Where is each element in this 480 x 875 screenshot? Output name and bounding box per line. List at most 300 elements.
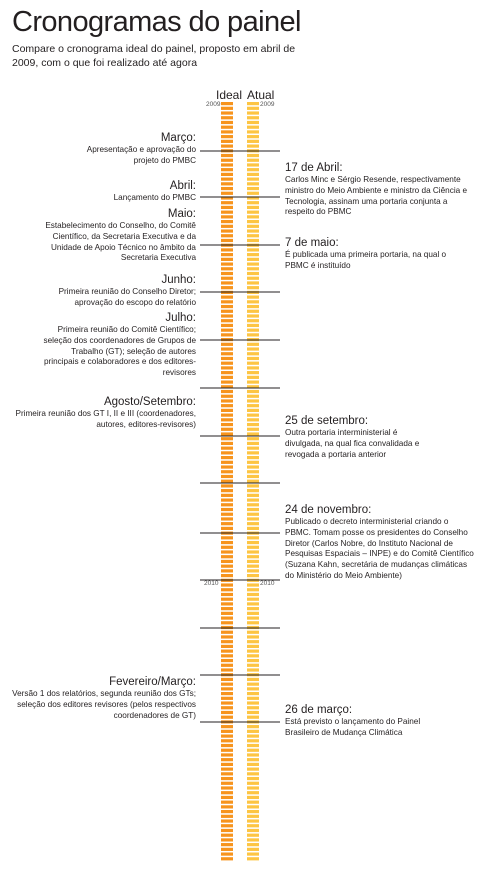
ideal-bar-segment <box>221 697 233 700</box>
ideal-bar-segment <box>221 168 233 171</box>
ideal-bar-segment <box>221 550 233 553</box>
ideal-bar-segment <box>221 258 233 261</box>
ideal-entry-april <box>0 179 196 204</box>
actual-bar-segment <box>247 834 259 837</box>
ideal-bar-segment <box>221 565 233 568</box>
ideal-bar-segment <box>221 272 233 275</box>
ideal-bar-segment <box>221 461 233 464</box>
actual-bar-segment <box>247 239 259 242</box>
actual-bar-segment <box>247 852 259 855</box>
page-title: Cronogramas do painel <box>12 6 301 38</box>
actual-bar-segment <box>247 565 259 568</box>
actual-bar-segment <box>247 546 259 549</box>
actual-bar-segment <box>247 475 259 478</box>
ideal-bar-segment <box>221 121 233 124</box>
ideal-entry-heading: Junho: <box>161 274 196 286</box>
ideal-bar-segment <box>221 857 233 860</box>
ideal-bar-segment <box>221 791 233 794</box>
ideal-bar-segment <box>221 749 233 752</box>
ideal-bar-segment <box>221 805 233 808</box>
actual-bar-segment <box>247 206 259 209</box>
ideal-bar-segment <box>221 834 233 837</box>
ideal-bar-segment <box>221 664 233 667</box>
ideal-bar-segment <box>221 437 233 440</box>
ideal-bar-segment <box>221 645 233 648</box>
ideal-bar-segment <box>221 319 233 322</box>
actual-bar-segment <box>247 650 259 653</box>
actual-bar-segment <box>247 272 259 275</box>
ideal-bar-segment <box>221 687 233 690</box>
ideal-bar-segment <box>221 650 233 653</box>
ideal-bar-segment <box>221 447 233 450</box>
actual-column-header: Atual <box>247 88 275 102</box>
ideal-bar-segment <box>221 711 233 714</box>
ideal-bar-segment <box>221 819 233 822</box>
ideal-bar-segment <box>221 598 233 601</box>
ideal-bar-segment <box>221 475 233 478</box>
ideal-bar-segment <box>221 423 233 426</box>
actual-entry-heading: 26 de março: <box>285 704 353 716</box>
actual-bar-segment <box>247 503 259 506</box>
actual-bar-segment <box>247 664 259 667</box>
actual-bar-segment <box>247 569 259 572</box>
ideal-bar-segment <box>221 107 233 110</box>
ideal-bar-segment <box>221 126 233 129</box>
ideal-bar-segment <box>221 782 233 785</box>
actual-bar-segment <box>247 310 259 313</box>
ideal-year-start-label: 2009 <box>206 101 221 108</box>
ideal-bar-segment <box>221 848 233 851</box>
actual-bar-segment <box>247 432 259 435</box>
ideal-bar-segment <box>221 560 233 563</box>
ideal-bar-segment <box>221 612 233 615</box>
ideal-entry-aug-sep <box>0 395 196 431</box>
actual-bar-segment <box>247 654 259 657</box>
actual-bar-segment <box>247 451 259 454</box>
ideal-bar-segment <box>221 574 233 577</box>
actual-bar-segment <box>247 182 259 185</box>
actual-bar-segment <box>247 376 259 379</box>
actual-bar-segment <box>247 701 259 704</box>
actual-entry-heading: 7 de maio: <box>285 237 339 249</box>
ideal-bar-segment <box>221 484 233 487</box>
actual-bar-segment <box>247 659 259 662</box>
actual-bar-segment <box>247 248 259 251</box>
actual-bar-segment <box>247 456 259 459</box>
ideal-column-header: Ideal <box>216 88 243 102</box>
ideal-bar-segment <box>221 310 233 313</box>
ideal-bar-segment <box>221 234 233 237</box>
actual-bar-segment <box>247 692 259 695</box>
ideal-bar-segment <box>221 442 233 445</box>
ideal-bar-segment <box>221 777 233 780</box>
ideal-bar-segment <box>221 739 233 742</box>
actual-bar-segment <box>247 786 259 789</box>
ideal-bar-segment <box>221 144 233 147</box>
actual-bar-segment <box>247 541 259 544</box>
actual-entry-heading: 25 de setembro: <box>285 415 369 427</box>
ideal-bar-segment <box>221 763 233 766</box>
ideal-bar-segment <box>221 135 233 138</box>
ideal-bar-segment <box>221 418 233 421</box>
ideal-bar-segment <box>221 668 233 671</box>
actual-bar-segment <box>247 215 259 218</box>
ideal-bar-segment <box>221 503 233 506</box>
ideal-bar-segment <box>221 362 233 365</box>
actual-bar-segment <box>247 489 259 492</box>
ideal-bar-segment <box>221 409 233 412</box>
ideal-bar-segment <box>221 546 233 549</box>
actual-bar-segment <box>247 380 259 383</box>
actual-bar-segment <box>247 612 259 615</box>
actual-bar-segment <box>247 683 259 686</box>
ideal-bar-segment <box>221 366 233 369</box>
ideal-bar-segment <box>221 333 233 336</box>
ideal-bar-segment <box>221 465 233 468</box>
actual-bar-segment <box>247 423 259 426</box>
actual-bar-segment <box>247 130 259 133</box>
ideal-bar-segment <box>221 607 233 610</box>
actual-bar-segment <box>247 300 259 303</box>
ideal-bar-segment <box>221 786 233 789</box>
actual-bar-segment <box>247 173 259 176</box>
ideal-bar-segment <box>221 470 233 473</box>
actual-bar-segment <box>247 404 259 407</box>
actual-bar-segment <box>247 267 259 270</box>
actual-bar-segment <box>247 159 259 162</box>
ideal-bar-segment <box>221 843 233 846</box>
actual-bar-segment <box>247 838 259 841</box>
actual-bar-segment <box>247 593 259 596</box>
ideal-bar-segment <box>221 395 233 398</box>
ideal-entry-july <box>0 311 196 379</box>
actual-bar-segment <box>247 362 259 365</box>
ideal-bar-segment <box>221 404 233 407</box>
actual-bar-segment <box>247 645 259 648</box>
ideal-bar-segment <box>221 300 233 303</box>
actual-bar-segment <box>247 357 259 360</box>
actual-bar-segment <box>247 522 259 525</box>
actual-entry-mar-26 <box>285 703 475 739</box>
actual-bar-segment <box>247 390 259 393</box>
actual-bar-segment <box>247 343 259 346</box>
ideal-bar-segment <box>221 541 233 544</box>
actual-bar-segment <box>247 621 259 624</box>
ideal-bar-segment <box>221 380 233 383</box>
ideal-bar-segment <box>221 154 233 157</box>
actual-bar-segment <box>247 352 259 355</box>
ideal-bar-segment <box>221 824 233 827</box>
ideal-bar-segment <box>221 555 233 558</box>
actual-bar-segment <box>247 829 259 832</box>
ideal-bar-segment <box>221 692 233 695</box>
ideal-bar-segment <box>221 772 233 775</box>
actual-bar-segment <box>247 772 259 775</box>
ideal-bar-segment <box>221 281 233 284</box>
ideal-bar-segment <box>221 838 233 841</box>
actual-bar-segment <box>247 319 259 322</box>
actual-entry-sep-25 <box>285 414 475 460</box>
actual-bar-segment <box>247 560 259 563</box>
actual-bar-segment <box>247 296 259 299</box>
actual-bar-segment <box>247 211 259 214</box>
ideal-entry-heading: Abril: <box>169 180 196 192</box>
ideal-bar-segment <box>221 683 233 686</box>
ideal-bar-segment <box>221 277 233 280</box>
actual-bar-segment <box>247 843 259 846</box>
ideal-bar-segment <box>221 324 233 327</box>
ideal-bar-segment <box>221 494 233 497</box>
actual-bar-segment <box>247 768 259 771</box>
ideal-bar-segment <box>221 116 233 119</box>
actual-bar-segment <box>247 494 259 497</box>
actual-bar-segment <box>247 602 259 605</box>
ideal-bar-segment <box>221 513 233 516</box>
ideal-bar-segment <box>221 527 233 530</box>
ideal-entry-heading: Agosto/Setembro: <box>103 396 196 408</box>
ideal-entry-heading: Março: <box>160 132 196 144</box>
actual-bar-segment <box>247 470 259 473</box>
ideal-bar-segment <box>221 206 233 209</box>
ideal-bar-segment <box>221 734 233 737</box>
actual-bar-segment <box>247 480 259 483</box>
ideal-bar-segment <box>221 569 233 572</box>
actual-bar-segment <box>247 734 259 737</box>
ideal-bar-segment <box>221 163 233 166</box>
ideal-bar-segment <box>221 701 233 704</box>
ideal-bar-segment <box>221 220 233 223</box>
actual-bar-segment <box>247 371 259 374</box>
actual-bar-segment <box>247 258 259 261</box>
ideal-bar-segment <box>221 640 233 643</box>
ideal-bar-segment <box>221 173 233 176</box>
actual-bar-segment <box>247 178 259 181</box>
actual-bar-segment <box>247 324 259 327</box>
ideal-bar-segment <box>221 498 233 501</box>
ideal-bar-segment <box>221 262 233 265</box>
actual-entry-description: Carlos Minc e Sérgio Resende, respectivamente ministro do Meio Ambiente e ministro da Ciência e Tecnologia, assinam uma portaria conjunta a respeito do PBMC <box>285 175 468 217</box>
ideal-bar-segment <box>221 248 233 251</box>
ideal-bar-segment <box>221 225 233 228</box>
actual-bar-segment <box>247 753 259 756</box>
ideal-bar-segment <box>221 111 233 114</box>
actual-bar-segment <box>247 281 259 284</box>
ideal-bar-segment <box>221 305 233 308</box>
actual-bar-segment <box>247 305 259 308</box>
actual-bar-segment <box>247 168 259 171</box>
actual-bar-segment <box>247 262 259 265</box>
ideal-entry-may <box>0 207 196 264</box>
actual-bar-segment <box>247 687 259 690</box>
ideal-bar-segment <box>221 480 233 483</box>
ideal-entry-description: Primeira reunião do Comitê Científico; seleção dos coordenadores de Grupos de Trabalho (GT); seleção de autores principais e colaboradores e dos editores-revisores <box>43 325 196 378</box>
actual-entry-description: Publicado o decreto interministerial criando o PBMC. Tomam posse os presidentes do Conselho Diretor (Carlos Nobre, do Instituto Nacional de Pesquisas Espaciais – INPE) e do Comitê Científico (Suzana Kahn, secretária de mudanças climáticas do Ministério do Meio Ambiente) <box>285 517 474 580</box>
actual-bar-segment <box>247 711 259 714</box>
actual-bar-segment <box>247 513 259 516</box>
actual-bar-segment <box>247 102 259 105</box>
ideal-bar-segment <box>221 815 233 818</box>
actual-bar-segment <box>247 234 259 237</box>
ideal-bar-segment <box>221 343 233 346</box>
ideal-bar-segment <box>221 852 233 855</box>
ideal-bar-segment <box>221 588 233 591</box>
actual-bar-segment <box>247 824 259 827</box>
ideal-bar-segment <box>221 522 233 525</box>
ideal-bar-segment <box>221 428 233 431</box>
ideal-bar-segment <box>221 456 233 459</box>
actual-bar-segment <box>247 706 259 709</box>
ideal-entry-june <box>0 273 196 309</box>
actual-bar-segment <box>247 815 259 818</box>
ideal-bar-segment <box>221 229 233 232</box>
ideal-entry-description: Primeira reunião do Conselho Diretor; aprovação do escopo do relatório <box>58 287 196 307</box>
actual-entry-may-7 <box>285 236 475 272</box>
ideal-bar-segment <box>221 347 233 350</box>
ideal-bar-segment <box>221 140 233 143</box>
actual-bar-segment <box>247 286 259 289</box>
ideal-bar-segment <box>221 211 233 214</box>
ideal-bar-segment <box>221 801 233 804</box>
ideal-bar-segment <box>221 192 233 195</box>
actual-bar-segment <box>247 461 259 464</box>
actual-bar-segment <box>247 527 259 530</box>
actual-entry-description: Está previsto o lançamento do Painel Brasileiro de Mudança Climática <box>285 717 421 737</box>
actual-bar-segment <box>247 498 259 501</box>
actual-bar-segment <box>247 111 259 114</box>
actual-bar-segment <box>247 739 259 742</box>
ideal-entry-description: Lançamento do PMBC <box>113 193 196 202</box>
actual-bar-segment <box>247 121 259 124</box>
actual-bar-segment <box>247 126 259 129</box>
ideal-bar-segment <box>221 239 233 242</box>
actual-bar-segment <box>247 229 259 232</box>
actual-bar-segment <box>247 409 259 412</box>
ideal-bar-segment <box>221 178 233 181</box>
ideal-bar-segment <box>221 414 233 417</box>
ideal-bar-segment <box>221 517 233 520</box>
actual-bar-segment <box>247 810 259 813</box>
ideal-bar-segment <box>221 621 233 624</box>
actual-bar-segment <box>247 588 259 591</box>
actual-bar-segment <box>247 640 259 643</box>
ideal-entry-heading: Maio: <box>167 208 196 220</box>
ideal-bar-segment <box>221 102 233 105</box>
ideal-bar-segment <box>221 267 233 270</box>
actual-bar-segment <box>247 805 259 808</box>
actual-bar-segment <box>247 220 259 223</box>
ideal-bar-segment <box>221 796 233 799</box>
ideal-bar-segment <box>221 631 233 634</box>
actual-bar-segment <box>247 192 259 195</box>
ideal-bar-segment <box>221 296 233 299</box>
ideal-bar-segment <box>221 451 233 454</box>
actual-bar-segment <box>247 598 259 601</box>
actual-bar-segment <box>247 730 259 733</box>
actual-bar-segment <box>247 716 259 719</box>
ideal-bar-segment <box>221 593 233 596</box>
actual-bar-segment <box>247 414 259 417</box>
ideal-bar-segment <box>221 654 233 657</box>
actual-year-end-label: 2010 <box>260 580 275 587</box>
actual-bar-segment <box>247 277 259 280</box>
ideal-bar-segment <box>221 659 233 662</box>
ideal-bar-segment <box>221 187 233 190</box>
actual-bar-segment <box>247 366 259 369</box>
ideal-bar-segment <box>221 357 233 360</box>
ideal-entry-description: Estabelecimento do Conselho, do Comitê Científico, da Secretaria Executiva e da Unidade de Apoio Técnico no âmbito da Secretaria Executiva <box>45 221 196 263</box>
ideal-bar-segment <box>221 753 233 756</box>
ideal-bar-segment <box>221 314 233 317</box>
actual-bar-segment <box>247 447 259 450</box>
ideal-bar-segment <box>221 810 233 813</box>
ideal-bar-segment <box>221 725 233 728</box>
ideal-bar-segment <box>221 352 233 355</box>
actual-bar-segment <box>247 819 259 822</box>
actual-bar-segment <box>247 144 259 147</box>
ideal-bar-segment <box>221 583 233 586</box>
actual-bar-segment <box>247 442 259 445</box>
ideal-bar-segment <box>221 706 233 709</box>
actual-bar-segment <box>247 253 259 256</box>
ideal-bar-segment <box>221 716 233 719</box>
actual-bar-segment <box>247 347 259 350</box>
ideal-entry-feb-mar <box>0 675 196 721</box>
actual-bar-segment <box>247 635 259 638</box>
ideal-year-end-label: 2010 <box>204 580 219 587</box>
ideal-bar-segment <box>221 635 233 638</box>
actual-bar-segment <box>247 154 259 157</box>
actual-bar-segment <box>247 508 259 511</box>
actual-bar-segment <box>247 116 259 119</box>
actual-bar-segment <box>247 791 259 794</box>
ideal-bar-segment <box>221 829 233 832</box>
ideal-bar-segment <box>221 215 233 218</box>
actual-bar-segment <box>247 678 259 681</box>
ideal-entry-description: Apresentação e aprovação do projeto do PMBC <box>86 145 196 165</box>
actual-bar-segment <box>247 697 259 700</box>
actual-bar-segment <box>247 201 259 204</box>
ideal-bar-segment <box>221 758 233 761</box>
actual-entry-apr-17 <box>285 161 475 218</box>
ideal-entry-march <box>0 131 196 167</box>
ideal-bar-segment <box>221 508 233 511</box>
actual-bar-segment <box>247 616 259 619</box>
page-subtitle: Compare o cronograma ideal do painel, proposto em abril de 2009, com o que foi realizado até agora <box>12 43 296 69</box>
actual-bar-segment <box>247 437 259 440</box>
ideal-bar-segment <box>221 730 233 733</box>
actual-bar-segment <box>247 782 259 785</box>
ideal-bar-segment <box>221 253 233 256</box>
ideal-bar-segment <box>221 371 233 374</box>
ideal-bar-segment <box>221 678 233 681</box>
ideal-bar-segment <box>221 329 233 332</box>
actual-bar-segment <box>247 758 259 761</box>
actual-bar-segment <box>247 583 259 586</box>
ideal-entry-heading: Fevereiro/Março: <box>109 676 196 688</box>
actual-bar-segment <box>247 399 259 402</box>
actual-bar-segment <box>247 418 259 421</box>
ideal-entry-description: Versão 1 dos relatórios, segunda reunião dos GTs; seleção dos editores revisores (pelos respectivos coordenadores de GT) <box>12 689 196 720</box>
actual-bar-segment <box>247 428 259 431</box>
ideal-bar-segment <box>221 130 233 133</box>
ideal-bar-segment <box>221 286 233 289</box>
actual-bar-segment <box>247 744 259 747</box>
actual-bar-segment <box>247 607 259 610</box>
ideal-entry-description: Primeira reunião dos GT I, II e III (coordenadores, autores, editores-revisores) <box>15 409 196 429</box>
actual-bar-segment <box>247 749 259 752</box>
actual-bar-segment <box>247 517 259 520</box>
ideal-bar-segment <box>221 376 233 379</box>
